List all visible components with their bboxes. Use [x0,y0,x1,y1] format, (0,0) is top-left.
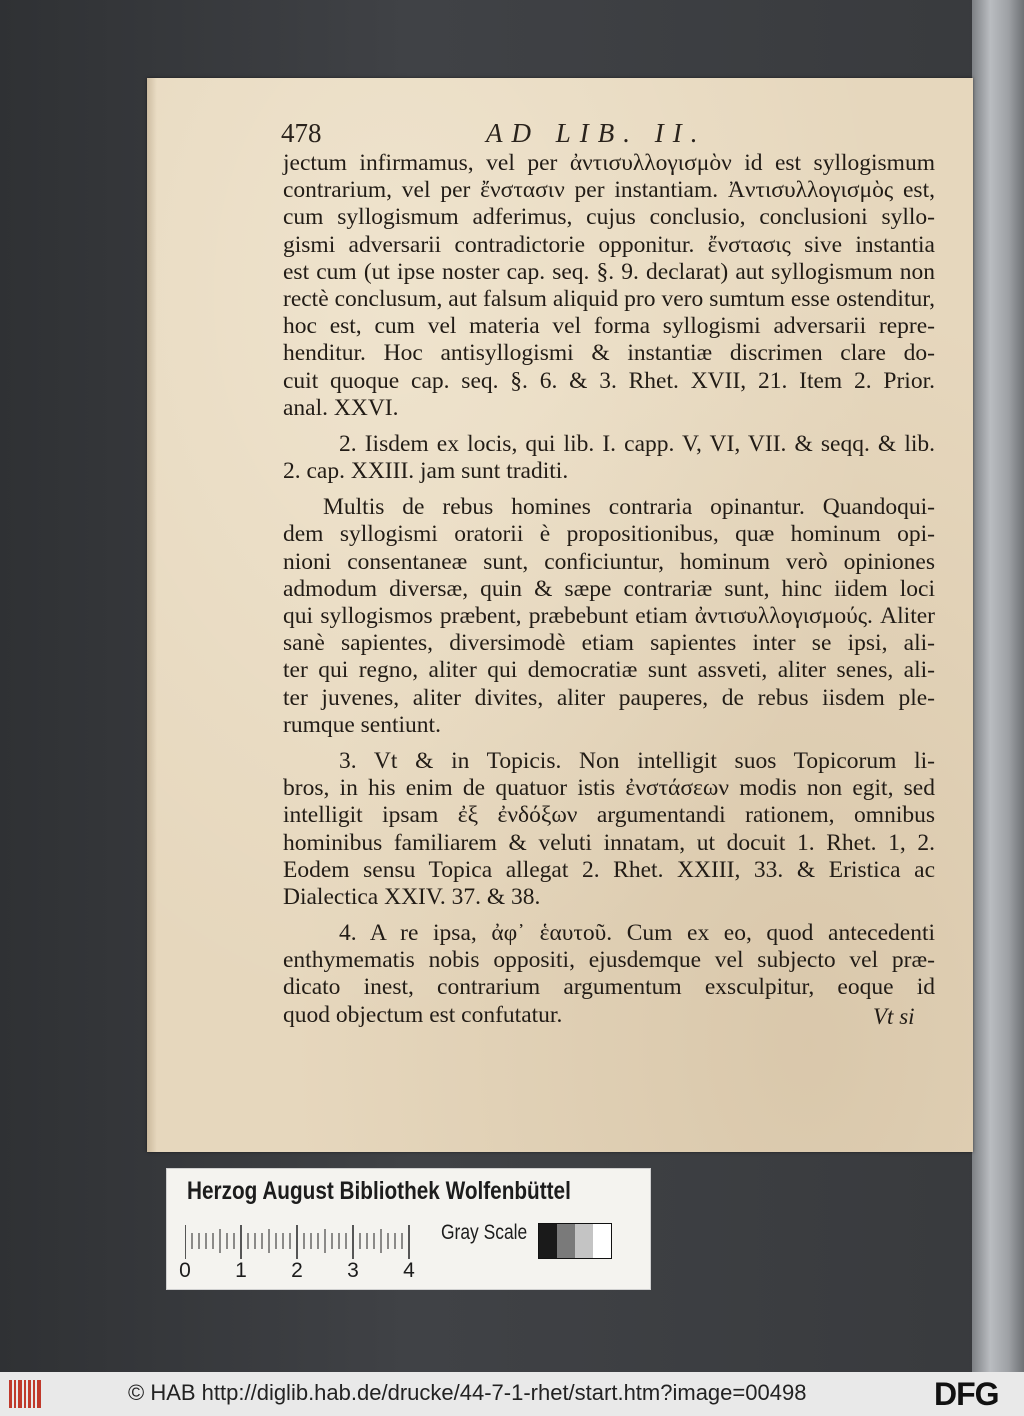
text-line: ter juvenes, aliter divites, aliter pauperes, de rebus iisdem ple- [283,684,935,711]
text-line: rumque sentiunt. [283,711,441,738]
text-line: enthymematis nobis oppositi, ejusdemque vel subjecto vel præ- [283,947,935,974]
text-line: admodum diversæ, quin & sæpe contrariæ sunt, hinc iidem loci [283,575,935,602]
text-line: hoc est, cum vel materia vel forma syllogismi adversarii repre- [283,313,935,340]
dfg-logo: DFG [934,1376,999,1412]
text-line: est cum (ut ipse noster cap. seq. §. 9. declarat) aut syllogismum non [283,258,935,285]
institution-name: Herzog August Bibliothek Wolfenbüttel [187,1177,571,1205]
text-line: 4. A re ipsa, ἀφ᾽ ἑαυτοῦ. Cum ex eo, quod antecedenti [339,920,935,947]
text-line: Dialectica XXIV. 37. & 38. [283,883,541,910]
scale-card [166,1168,651,1290]
text-line: Eodem sensu Topica allegat 2. Rhet. XXIII, 33. & Eristica ac [283,856,935,883]
text-line: cuit quoque cap. seq. §. 6. & 3. Rhet. XVII, 21. Item 2. Prior. [283,367,935,394]
running-head: AD LIB. II. [486,118,707,148]
gray-swatch [539,1224,557,1258]
page-gutter-shadow [147,78,157,1152]
page-number: 478 [281,118,322,148]
text-line: anal. XXVI. [283,394,399,421]
text-line: hominibus familiarem & veluti innatam, ut docuit 1. Rhet. 1, 2. [283,829,935,856]
text-line: Multis de rebus homines contraria opinantur. Quandoqui- [323,494,935,521]
footer-bar [0,1372,1024,1416]
copyright-link[interactable]: © HAB http://diglib.hab.de/drucke/44-7-1-rhet/start.htm?image=00498 [128,1380,807,1405]
text-line: cum syllogismum adferimus, cujus conclusio, conclusioni syllo- [283,204,935,231]
ruler-number: 2 [291,1259,303,1282]
text-line: contrarium, vel per ἔνστασιν per instantiam. Ἀντισυλλογισμὸς est, [283,177,935,204]
text-line: dem syllogismi oratorii è propositionibus, quæ hominum opi- [283,521,935,548]
text-line: dicato inest, contrarium argumentum exsculpitur, eoque id [283,974,935,1001]
text-line: jectum infirmamus, vel per ἀντισυλλογισμὸν id est syllogismum [283,150,935,176]
ruler-number: 1 [235,1259,247,1282]
text-line: sanè sapientes, diversimodè etiam sapientes inter se ipsi, ali- [283,630,935,657]
page-text [283,150,935,1029]
text-line: bros, in his enim de quatuor istis ἐνστάσεων modis non egit, sed [283,775,935,802]
text-line: 2. cap. XXIII. jam sunt traditi. [283,458,569,485]
text-line: 2. Iisdem ex locis, qui lib. I. capp. V, VI, VII. & seqq. & lib. [339,430,935,457]
text-line: gismi adversarii contradictorie opponitur. ἔνστασις sive instantia [283,231,935,258]
barcode-icon [8,1378,44,1410]
catchword: Vt si [873,1004,915,1029]
gray-swatch [575,1224,593,1258]
ruler-number: 4 [403,1259,415,1282]
page-header [281,118,841,152]
text-line: rectè conclusum, aut falsum aliquid pro vero sumtum esse ostenditur, [283,285,935,312]
gray-scale-swatches [538,1223,612,1259]
text-line: quod objectum est confutatur. [283,1001,563,1028]
book-page [147,78,973,1152]
ruler-number: 0 [179,1259,191,1282]
text-line: qui syllogismos præbent, præbebunt etiam ἀντισυλλογισμούς. Aliter [283,603,935,629]
text-line: nioni consentaneæ sunt, conficiuntur, hominum verò opiniones [283,548,935,575]
gray-swatch [557,1224,575,1258]
gray-scale-label: Gray Scale [441,1221,528,1244]
text-line: ter qui regno, aliter qui democratiæ sunt assveti, aliter senes, ali- [283,657,935,684]
ruler-icon [185,1219,415,1259]
ruler-number: 3 [347,1259,359,1282]
gray-swatch [593,1224,611,1258]
text-line: intelligit ipsam ἐξ ἐνδόξων argumentandi rationem, omnibus [283,802,935,829]
scan-edge-strip [972,0,1024,1372]
text-line: 3. Vt & in Topicis. Non intelligit suos Topicorum li- [339,747,935,774]
text-line: henditur. Hoc antisyllogismi & instantiæ discrimen clare do- [283,340,935,367]
